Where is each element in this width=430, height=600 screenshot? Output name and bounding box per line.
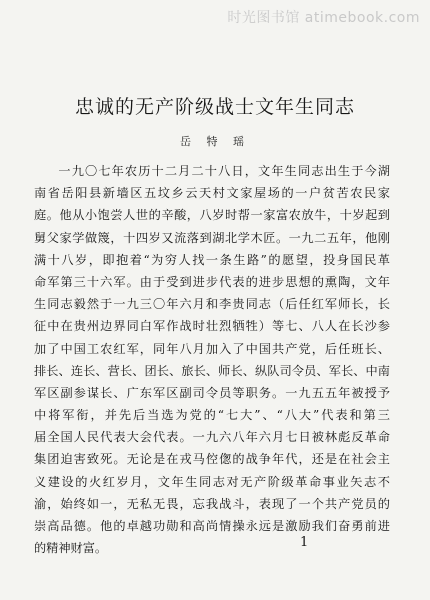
body-line: 一九〇七年农历十二月二十八日，文年生同志出生于今湖 bbox=[58, 164, 390, 178]
body-line: 命军第三十六军。由于受到进步代表的进步思想的熏陶，文年 bbox=[34, 274, 390, 289]
body-line: 崇高品德。他的卓越功勋和高尚情操永远是激励我们奋勇前进 bbox=[34, 519, 390, 533]
body-line: 渝，始终如一，无私无畏，忘我战斗，表现了一个共产党员的 bbox=[34, 496, 390, 511]
body-line: 届全国人民代表大会代表。一九六八年六月七日被林彪反革命 bbox=[34, 430, 390, 445]
body-line: 军区副参谋长、广东军区副司令员等职务。一九五五年被授予 bbox=[34, 385, 390, 400]
body-line: 义建设的火红岁月，文年生同志对无产阶级革命事业矢志不 bbox=[34, 474, 390, 489]
site-watermark: 时光图书馆 atimebook.com bbox=[227, 10, 420, 26]
body-line: 集团迫害致死。无论是在戎马倥偬的战争年代，还是在社会主 bbox=[34, 452, 390, 467]
body-line: 生同志毅然于一九三〇年六月和李贵同志（后任红军师长，长 bbox=[34, 297, 390, 312]
article-title: 忠诚的无产阶级战士文年生同志 bbox=[74, 96, 355, 118]
body-line: 的精神财富。 bbox=[34, 541, 108, 556]
body-line: 南省岳阳县新墙区五坟乡云天村文家屋场的一户贫苦农民家 bbox=[34, 186, 390, 201]
author-name: 岳 特 瑶 bbox=[180, 135, 250, 148]
body-line: 庭。他从小饱尝人世的辛酸，八岁时帮一家富农放牛，十岁起到 bbox=[34, 208, 390, 223]
body-line: 舅父家学做篾，十四岁又流落到湖北学木匠。一九二五年，他刚 bbox=[34, 230, 390, 245]
body-line: 征中在贵州边界同白军作战时壮烈牺牲）等七、八人在长沙参 bbox=[34, 319, 390, 334]
body-line: 排长、连长、营长、团长、旅长、师长、纵队司令员、军长、中南 bbox=[34, 363, 390, 378]
body-line: 中将军衔，并先后当选为党的“七大”、“八大”代表和第三 bbox=[34, 408, 390, 423]
article-body bbox=[34, 160, 390, 559]
page-number: 1 bbox=[300, 535, 309, 550]
body-line: 加了中国工农红军，同年八月加入了中国共产党，后任班长、 bbox=[34, 341, 390, 356]
body-line: 满十八岁，即抱着“为穷人找一条生路”的愿望，投身国民革 bbox=[34, 252, 390, 267]
